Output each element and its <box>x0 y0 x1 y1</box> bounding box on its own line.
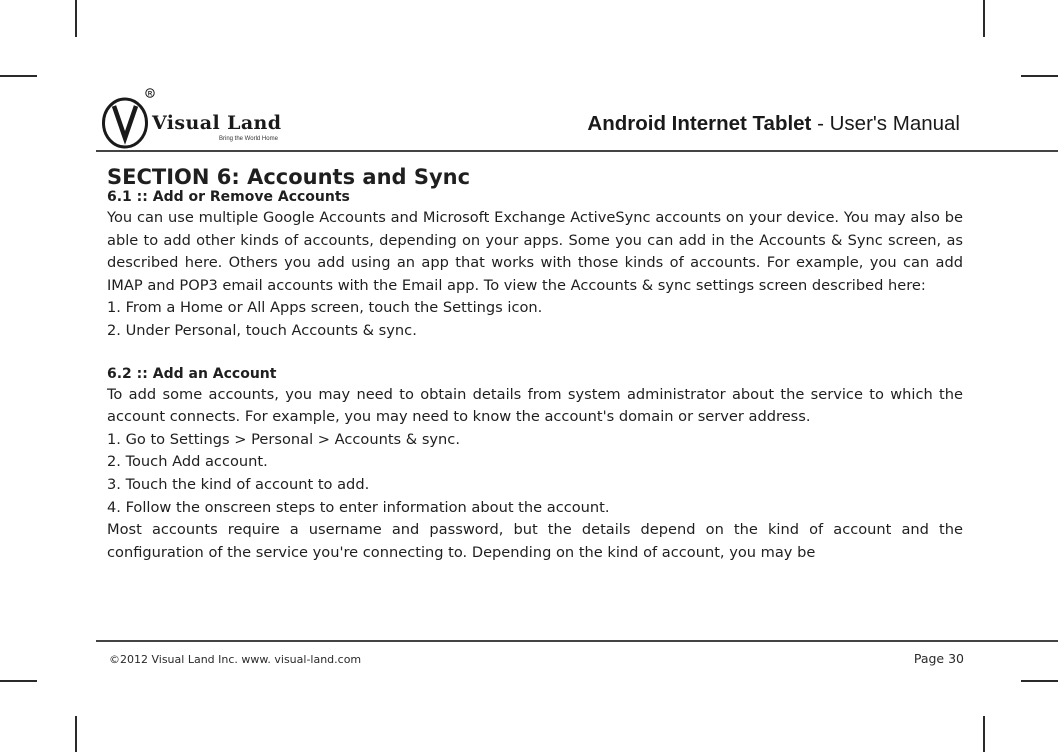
document-title-rest: - User's Manual <box>811 112 960 135</box>
svg-text:R: R <box>147 91 153 98</box>
subsection-6-2-outro: Most accounts require a username and password, but the details depend on the kind of account and the configuration of the service you're connecting to. Depending on the kind of account, you may be <box>107 521 963 561</box>
list-item: 2. Under Personal, touch Accounts & sync. <box>107 321 417 339</box>
crop-mark-bottom-left <box>75 716 77 752</box>
list-item: 1. From a Home or All Apps screen, touch the Settings icon. <box>107 299 543 317</box>
visual-land-logo-icon <box>96 88 158 150</box>
footer-copyright: ©2012 Visual Land Inc. www. visual-land.com <box>109 653 362 666</box>
list-item: 4. Follow the onscreen steps to enter information about the account. <box>107 498 610 516</box>
crop-mark-left-upper <box>0 75 37 77</box>
crop-mark-right-lower <box>1021 680 1058 682</box>
footer-divider <box>96 640 1058 642</box>
list-item: 3. Touch the kind of account to add. <box>107 475 370 493</box>
crop-mark-left-lower <box>0 680 37 682</box>
crop-mark-top-left <box>75 0 77 37</box>
crop-mark-top-right <box>983 0 985 37</box>
crop-mark-bottom-right <box>983 716 985 752</box>
list-item: 2. Touch Add account. <box>107 453 268 471</box>
list-item: 1. Go to Settings > Personal > Accounts & sync. <box>107 430 460 448</box>
brand-tagline: Bring the World Home <box>219 136 278 142</box>
paragraph-spacer <box>107 343 963 365</box>
page-number: Page 30 <box>913 651 964 666</box>
section-title: SECTION 6: Accounts and Sync <box>107 165 471 189</box>
document-title <box>587 112 960 136</box>
header-divider <box>96 150 1058 152</box>
brand-name: Visual Land <box>152 112 282 134</box>
subsection-6-2-intro: To add some accounts, you may need to obtain details from system administrator about the service to which the account connects. For example, you may need to know the account's domain or server address. <box>107 385 963 426</box>
subsection-6-1-intro: You can use multiple Google Accounts and Microsoft Exchange ActiveSync accounts on your device. You may also be able to add other kinds of accounts, depending on your apps. Some you can add in the Accounts & Sync screen, as described here. Others you add using an app that works with those kinds of accounts. For example, you can add IMAP and POP3 email accounts with the Email app. To view the Accounts & sync settings screen described here: <box>107 209 963 294</box>
subsection-heading-6-1: 6.1 :: Add or Remove Accounts <box>107 189 350 205</box>
document-title-strong: Android Internet Tablet <box>587 112 812 135</box>
brand-logo <box>96 88 336 150</box>
page-content <box>107 166 963 564</box>
subsection-heading-6-2: 6.2 :: Add an Account <box>107 365 277 382</box>
crop-mark-right-upper <box>1021 75 1058 77</box>
